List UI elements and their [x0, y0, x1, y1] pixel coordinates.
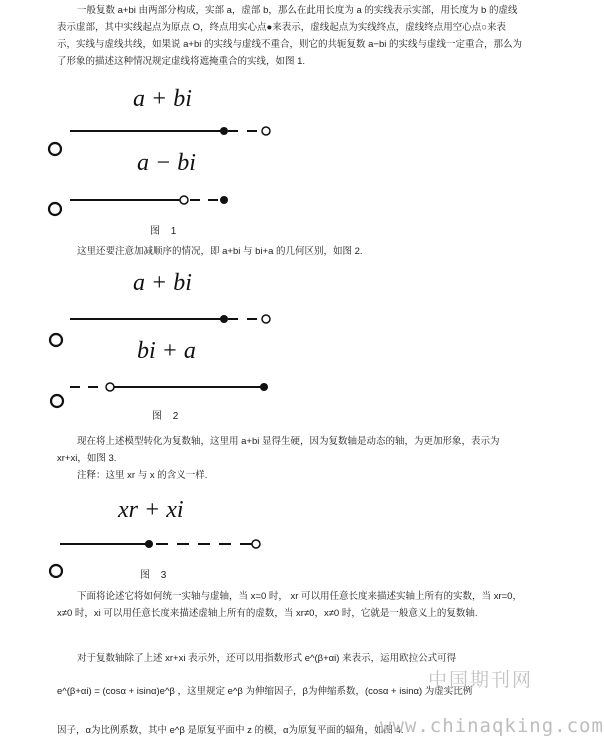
- fig1-label-top: a + bi: [133, 86, 192, 112]
- fig3-origin-circle: [50, 565, 62, 577]
- paragraph-euler-formula: e^(β+αi) = (cosα + isinα)e^β ，这里规定 e^β 为伸缩因子，β为伸缩系数，(cosα + isinα) 为虚实比例: [57, 686, 473, 697]
- fig1-caption: 图 1: [150, 226, 181, 237]
- fig1-label-bottom: a − bi: [137, 150, 196, 176]
- paragraph-order: 这里还要注意加减顺序的情况，即 a+bi 与 bi+a 的几何区别，如图 2.: [77, 246, 363, 257]
- fig3-label: xr + xi: [118, 497, 184, 523]
- fig2-caption: 图 2: [152, 411, 183, 422]
- paragraph-unify-axes: 下面将论述它将如何统一实轴与虚轴，当 x=0 时， xr 可以用任意长度来描述实轴上所有的实数，当 xr=0， x≠0 时，xi 可以用任意长度来描述虚轴上所有的虚数，当 xr≠0，x≠0 时，它就是一般意义上的复数轴.: [57, 591, 522, 619]
- paragraph-intro: 一般复数 a+bi 由两部分构成，实部 a，虚部 b，那么在此用长度为 a 的实线表示实部，用长度为 b 的虚线表示虚部，其中实线起点为原点 O，终点用实心点●来表示，虚线起点为实线终点，虚线终点用空心点○来表示，实线与虚线共线，如果说 a+bi 的实线与虚线不重合，则它的共轭复数 a−bi 的实线与虚线一定重合，那么为了形象的描述这种情况规定虚线将遮掩重合的实线，如图 1.: [57, 5, 523, 67]
- watermark-chinese: 中国期刊网: [428, 669, 534, 691]
- paragraph-modulus: 因子，α为比例系数，其中 e^β 是原复平面中 z 的模，α为原复平面的辐角，如图 4.: [57, 725, 404, 736]
- fig2-label-bottom: bi + a: [137, 338, 196, 364]
- fig3-caption: 图 3: [140, 570, 171, 581]
- fig3-hollow-endpoint: [252, 540, 260, 548]
- paragraph-complex-axis: 现在将上述模型转化为复数轴，这里用 a+bi 显得生硬，因为复数轴是动态的轴，为更加形象，表示为 xr+xi，如图 3.: [57, 436, 500, 464]
- paragraph-exponential: 对于复数轴除了上述 xr+xi 表示外，还可以用指数形式 e^(β+αi) 来表示，运用欧拉公式可得: [77, 653, 457, 664]
- fig2-label-top: a + bi: [133, 270, 192, 296]
- watermark-url: www.chinaqking.com: [380, 715, 604, 737]
- paragraph-note: 注释：这里 xr 与 x 的含义一样.: [77, 470, 208, 481]
- fig3-solid-endpoint: [145, 540, 153, 548]
